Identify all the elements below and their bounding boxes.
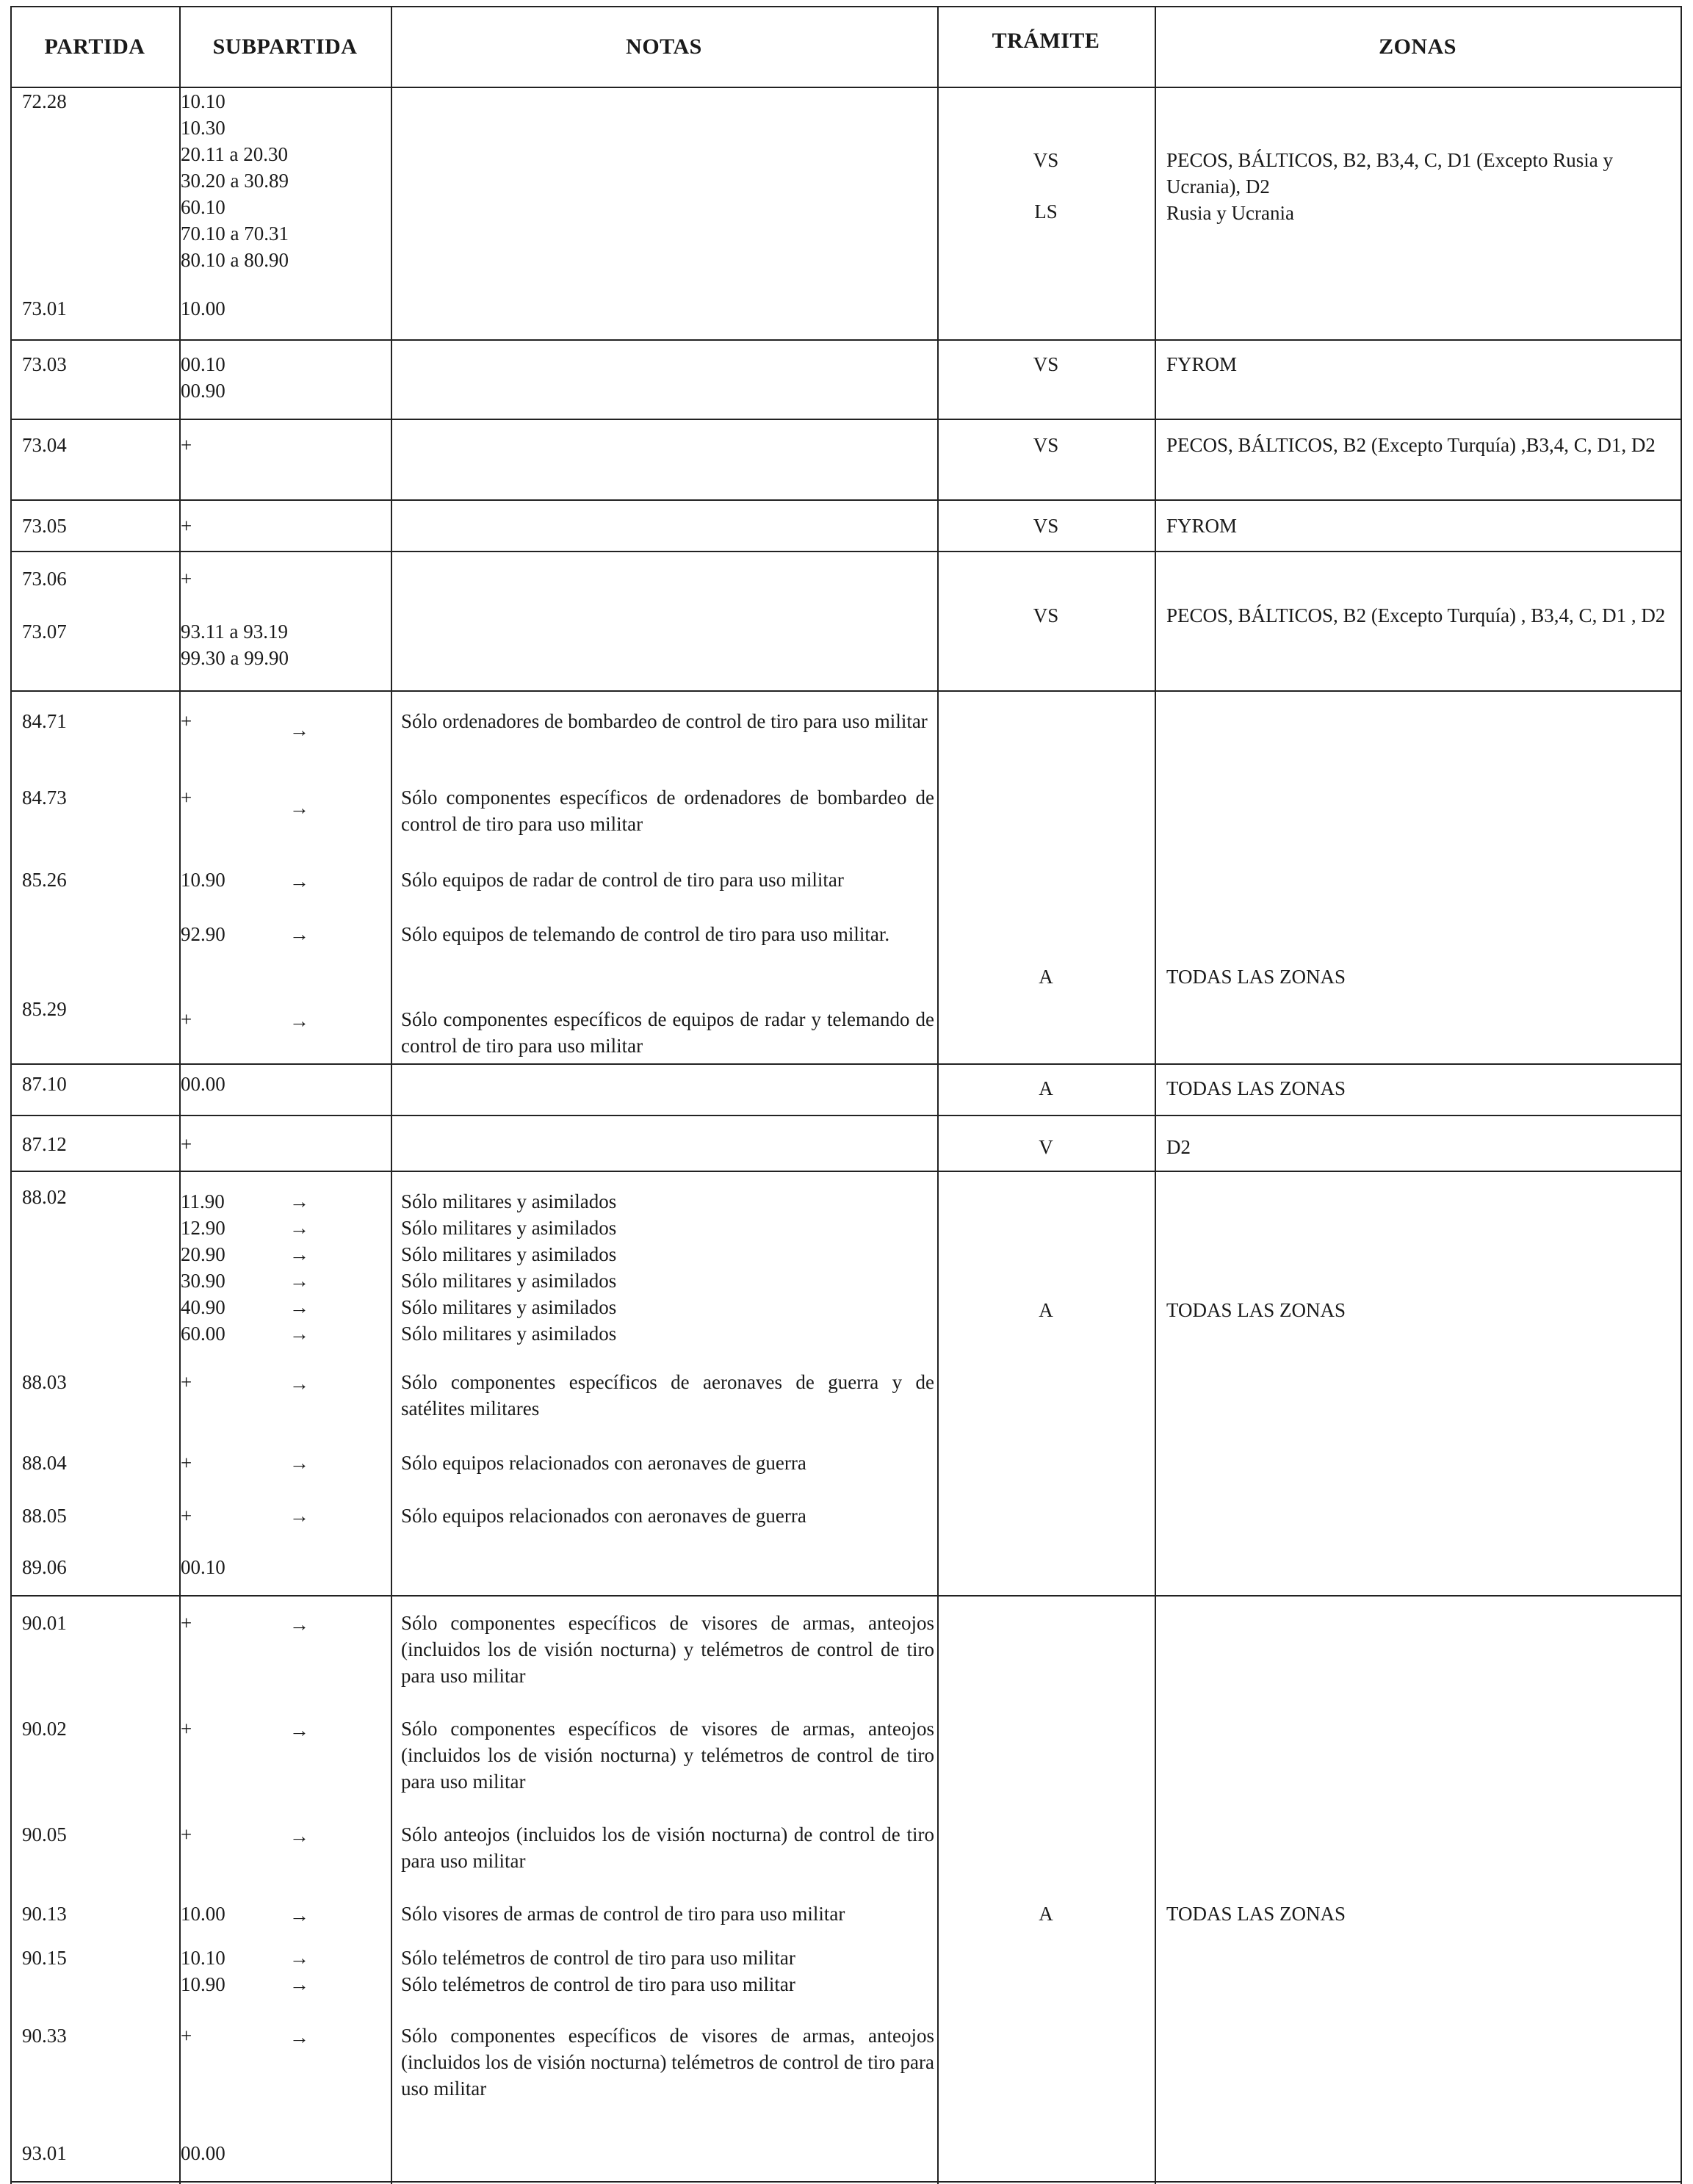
row-divider xyxy=(10,1063,1682,1065)
subpartida-code: 80.10 a 80.90 xyxy=(181,249,289,271)
partida-code: 85.26 xyxy=(22,869,67,891)
partida-code: 93.01 xyxy=(22,2142,67,2164)
subpartida-code: + xyxy=(181,1008,192,1030)
zonas-text: D2 xyxy=(1166,1136,1191,1158)
subpartida-code: 10.90 xyxy=(181,869,225,891)
arrow-icon: → xyxy=(289,1452,309,1474)
subpartida-code: + xyxy=(181,1612,192,1634)
partida-code: 73.05 xyxy=(22,515,67,537)
nota-text: Sólo equipos de radar de control de tiro para uso militar xyxy=(401,869,844,891)
row-divider xyxy=(10,1115,1682,1116)
zonas-text: TODAS LAS ZONAS xyxy=(1166,1077,1346,1099)
zonas-text: TODAS LAS ZONAS xyxy=(1166,1903,1346,1925)
subpartida-code: 30.90 xyxy=(181,1270,225,1292)
arrow-icon: → xyxy=(289,1270,309,1292)
subpartida-code: 10.30 xyxy=(181,117,225,139)
zonas-text: FYROM xyxy=(1166,515,1238,537)
nota-text: Sólo equipos relacionados con aeronaves de guerra xyxy=(401,1505,806,1527)
table-bottom-border xyxy=(10,2181,1682,2183)
header-partida: PARTIDA xyxy=(44,35,145,59)
subpartida-code: 20.90 xyxy=(181,1243,225,1265)
subpartida-code: 00.10 xyxy=(181,1556,225,1578)
subpartida-code: 10.00 xyxy=(181,1903,225,1925)
tramite-code: A xyxy=(1039,1077,1053,1099)
zonas-text: TODAS LAS ZONAS xyxy=(1166,1299,1346,1321)
nota-text: Sólo telémetros de control de tiro para uso militar xyxy=(401,1973,795,1995)
partida-code: 88.02 xyxy=(22,1186,67,1208)
nota-text: Sólo ordenadores de bombardeo de control de tiro para uso militar xyxy=(401,710,928,732)
zonas-text: PECOS, BÁLTICOS, B2 (Excepto Turquía) ,B3,4, C, D1, D2 xyxy=(1166,434,1656,456)
subpartida-code: + xyxy=(181,568,192,590)
header-subpartida: SUBPARTIDA xyxy=(212,35,358,59)
arrow-icon: → xyxy=(289,1243,309,1265)
tramite-code: A xyxy=(1039,1299,1053,1321)
subpartida-code: + xyxy=(181,1133,192,1155)
nota-text: Sólo componentes específicos de equipos de radar y telemando de control de tiro para uso militar xyxy=(401,1008,934,1057)
arrow-icon: → xyxy=(289,719,309,741)
nota-text: Sólo militares y asimilados xyxy=(401,1296,617,1318)
nota-text: Sólo anteojos (incluidos los de visión nocturna) de control de tiro para uso militar xyxy=(401,1823,934,1872)
subpartida-code: + xyxy=(181,1371,192,1393)
subpartida-code: 99.30 a 99.90 xyxy=(181,647,289,669)
subpartida-code: 11.90 xyxy=(181,1190,225,1212)
tramite-code: A xyxy=(1039,1903,1053,1925)
partida-code: 90.01 xyxy=(22,1612,67,1634)
tariff-table xyxy=(10,6,1682,2184)
arrow-icon: → xyxy=(289,1505,309,1527)
subpartida-code: 12.90 xyxy=(181,1217,225,1239)
nota-text: Sólo componentes específicos de ordenadores de bombardeo de control de tiro para uso militar xyxy=(401,787,934,835)
partida-code: 84.71 xyxy=(22,710,67,732)
partida-code: 84.73 xyxy=(22,787,67,809)
nota-text: Sólo militares y asimilados xyxy=(401,1217,617,1239)
subpartida-code: + xyxy=(181,1452,192,1474)
subpartida-code: 20.11 a 20.30 xyxy=(181,143,288,165)
table-row-group xyxy=(10,88,1682,341)
subpartida-code: + xyxy=(181,2025,192,2047)
subpartida-code: 60.00 xyxy=(181,1323,225,1345)
arrow-icon: → xyxy=(289,1323,309,1345)
partida-code: 90.33 xyxy=(22,2025,67,2047)
zonas-text: PECOS, BÁLTICOS, B2, B3,4, C, D1 (Excepto Rusia y Ucrania), D2 xyxy=(1166,149,1614,198)
zonas-text: Rusia y Ucrania xyxy=(1166,202,1294,224)
row-divider xyxy=(10,499,1682,501)
table-row-group xyxy=(10,351,1682,417)
nota-text: Sólo telémetros de control de tiro para uso militar xyxy=(401,1947,795,1969)
nota-text: Sólo equipos de telemando de control de tiro para uso militar. xyxy=(401,923,890,945)
header-notas: NOTAS xyxy=(626,35,702,59)
zonas-text: FYROM xyxy=(1166,353,1238,375)
nota-text: Sólo visores de armas de control de tiro para uso militar xyxy=(401,1903,845,1925)
arrow-icon: → xyxy=(289,1613,309,1635)
tramite-code: VS xyxy=(1033,149,1059,171)
subpartida-code: + xyxy=(181,710,192,732)
partida-code: 90.05 xyxy=(22,1823,67,1845)
partida-code: 90.13 xyxy=(22,1903,67,1925)
arrow-icon: → xyxy=(289,1973,309,1995)
arrow-icon: → xyxy=(289,923,309,945)
subpartida-code: + xyxy=(181,515,192,537)
subpartida-code: 00.10 xyxy=(181,353,225,375)
row-divider xyxy=(10,1171,1682,1172)
arrow-icon: → xyxy=(289,2026,309,2048)
partida-code: 73.01 xyxy=(22,297,67,319)
partida-code: 88.03 xyxy=(22,1371,67,1393)
arrow-icon: → xyxy=(289,797,309,819)
tramite-code: VS xyxy=(1033,515,1059,537)
arrow-icon: → xyxy=(289,1190,309,1212)
subpartida-code: + xyxy=(181,434,192,456)
partida-code: 90.02 xyxy=(22,1718,67,1740)
nota-text: Sólo militares y asimilados xyxy=(401,1270,617,1292)
partida-code: 90.15 xyxy=(22,1947,67,1969)
table-row-group xyxy=(10,1071,1682,1115)
subpartida-code: 60.10 xyxy=(181,196,225,218)
zonas-text: TODAS LAS ZONAS xyxy=(1166,966,1346,988)
zonas-text: PECOS, BÁLTICOS, B2 (Excepto Turquía) , B3,4, C, D1 , D2 xyxy=(1166,604,1666,626)
table-row-group xyxy=(10,432,1682,498)
row-divider xyxy=(10,551,1682,552)
arrow-icon: → xyxy=(289,1719,309,1741)
table-row-group xyxy=(10,513,1682,549)
row-divider xyxy=(10,690,1682,692)
subpartida-code: 93.11 a 93.19 xyxy=(181,621,288,643)
subpartida-code: 30.20 a 30.89 xyxy=(181,170,289,192)
tramite-code: V xyxy=(1039,1136,1053,1158)
partida-code: 73.04 xyxy=(22,434,67,456)
tramite-code: VS xyxy=(1033,353,1059,375)
header-tramite: TRÁMITE xyxy=(992,29,1100,53)
nota-text: Sólo componentes específicos de aeronaves de guerra y de satélites militares xyxy=(401,1371,934,1420)
nota-text: Sólo equipos relacionados con aeronaves de guerra xyxy=(401,1452,806,1474)
table-row-group xyxy=(10,565,1682,690)
nota-text: Sólo militares y asimilados xyxy=(401,1243,617,1265)
table-row-group xyxy=(10,1131,1682,1171)
arrow-icon: → xyxy=(289,1825,309,1847)
subpartida-code: 10.10 xyxy=(181,90,225,112)
arrow-icon: → xyxy=(289,1904,309,1926)
tramite-code: A xyxy=(1039,966,1053,988)
partida-code: 85.29 xyxy=(22,998,67,1020)
arrow-icon: → xyxy=(289,1373,309,1395)
partida-code: 88.05 xyxy=(22,1505,67,1527)
subpartida-code: 10.00 xyxy=(181,297,225,319)
partida-code: 72.28 xyxy=(22,90,67,112)
subpartida-code: + xyxy=(181,787,192,809)
subpartida-code: + xyxy=(181,1718,192,1740)
subpartida-code: 40.90 xyxy=(181,1296,225,1318)
arrow-icon: → xyxy=(289,1296,309,1318)
partida-code: 88.04 xyxy=(22,1452,67,1474)
partida-code: 87.12 xyxy=(22,1133,67,1155)
nota-text: Sólo componentes específicos de visores de armas, anteojos (incluidos los de visión nocturna) y telémetros de control de tiro para uso militar xyxy=(401,1718,934,1793)
partida-code: 73.07 xyxy=(22,621,67,643)
subpartida-code: + xyxy=(181,1823,192,1845)
arrow-icon: → xyxy=(289,1217,309,1239)
partida-code: 89.06 xyxy=(22,1556,67,1578)
subpartida-code: 92.90 xyxy=(181,923,225,945)
subpartida-code: 10.10 xyxy=(181,1947,225,1969)
subpartida-code: + xyxy=(181,1505,192,1527)
subpartida-code: 70.10 a 70.31 xyxy=(181,223,289,245)
nota-text: Sólo componentes específicos de visores de armas, anteojos (incluidos los de visión nocturna) telémetros de control de tiro para uso militar xyxy=(401,2025,934,2100)
subpartida-code: 00.00 xyxy=(181,1073,225,1095)
subpartida-code: 00.90 xyxy=(181,380,225,402)
partida-code: 73.06 xyxy=(22,568,67,590)
nota-text: Sólo militares y asimilados xyxy=(401,1190,617,1212)
table-row-group xyxy=(10,1184,1682,1595)
tramite-code: VS xyxy=(1033,604,1059,626)
partida-code: 87.10 xyxy=(22,1073,67,1095)
arrow-icon: → xyxy=(289,1010,309,1032)
subpartida-code: 00.00 xyxy=(181,2142,225,2164)
arrow-icon: → xyxy=(289,870,309,892)
header-zonas: ZONAS xyxy=(1379,35,1456,59)
row-divider xyxy=(10,1595,1682,1597)
tramite-code: LS xyxy=(1034,200,1058,223)
tramite-code: VS xyxy=(1033,434,1059,456)
nota-text: Sólo militares y asimilados xyxy=(401,1323,617,1345)
partida-code: 73.03 xyxy=(22,353,67,375)
arrow-icon: → xyxy=(289,1947,309,1969)
nota-text: Sólo componentes específicos de visores de armas, anteojos (incluidos los de visión nocturna) y telémetros de control de tiro para uso militar xyxy=(401,1612,934,1687)
subpartida-code: 10.90 xyxy=(181,1973,225,1995)
row-divider xyxy=(10,339,1682,341)
row-divider xyxy=(10,419,1682,420)
table-row-group xyxy=(10,705,1682,1063)
table-row-group xyxy=(10,1610,1682,2184)
